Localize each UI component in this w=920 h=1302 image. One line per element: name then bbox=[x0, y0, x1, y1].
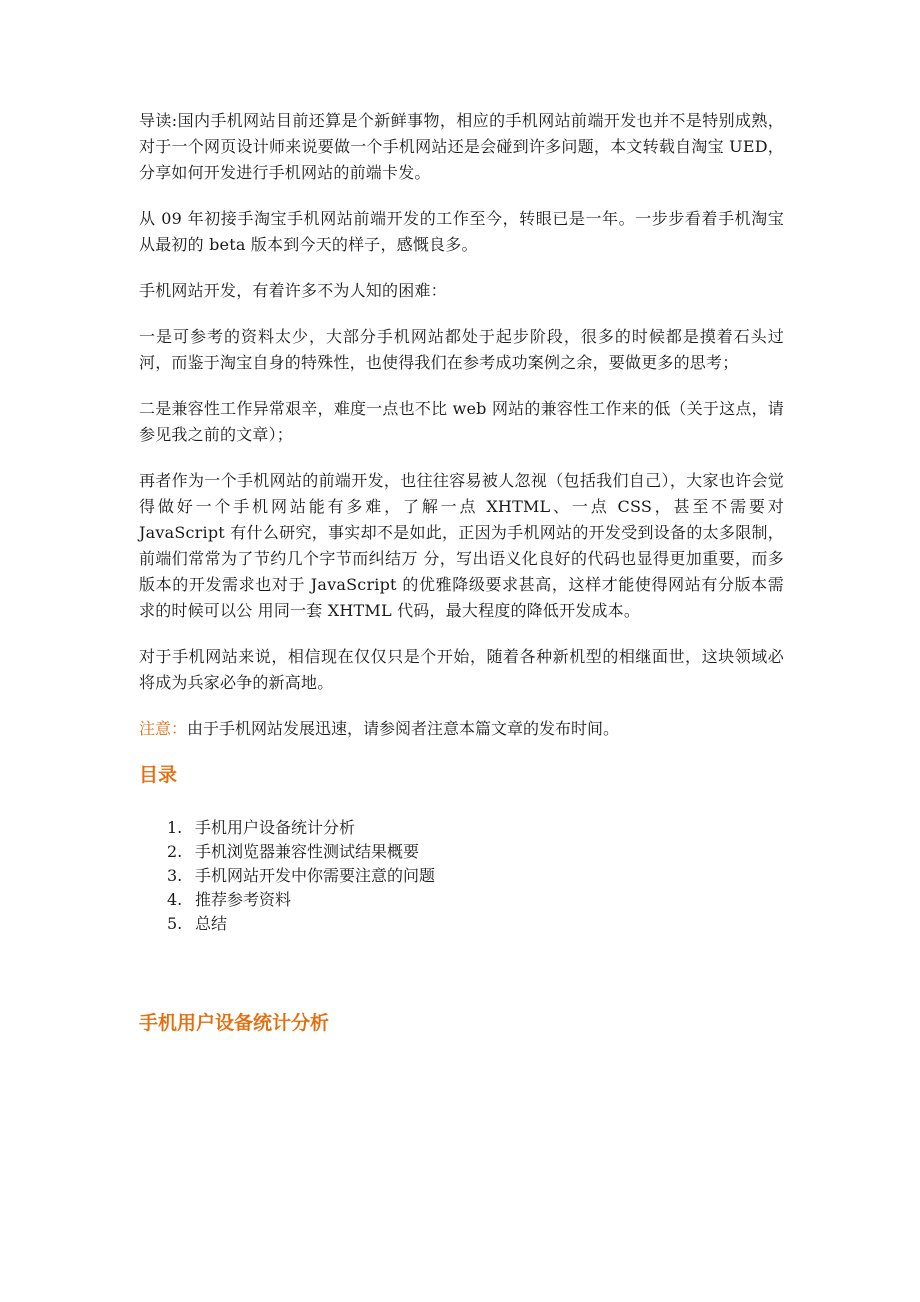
paragraph-point-three: 再者作为一个手机网站的前端开发，也往往容易被人忽视（包括我们自己），大家也许会觉得做好一个手机网站能有多难，了解一点 XHTML、一点 CSS，甚至不需要对 JavaScript 有什么研究，事实却不是如此，正因为手机网站的开发受到设备的太多限制，前端们常常为了节约几个字节而纠结万 分，写出语义化良好的代码也显得更加重要，而多版本的开发需求也对于 JavaScript 的优雅降级要求甚高，这样才能使得网站有分版本需求的时候可以公 用同一套 XHTML 代码，最大程度的降低开发成本。 bbox=[139, 471, 784, 620]
toc-item-label: 手机浏览器兼容性测试结果概要 bbox=[195, 842, 420, 861]
toc-item[interactable] bbox=[167, 840, 784, 864]
toc-item-number: 1. bbox=[167, 818, 183, 837]
toc-item-label: 推荐参考资料 bbox=[195, 890, 292, 909]
toc-item-number: 4. bbox=[167, 890, 183, 909]
paragraph-conclusion: 对于手机网站来说，相信现在仅仅只是个开始，随着各种新机型的相继面世，这块领域必将成为兵家必争的新高地。 bbox=[139, 647, 784, 692]
paragraph-history: 从 09 年初接手淘宝手机网站前端开发的工作至今，转眼已是一年。一步步看着手机淘宝从最初的 beta 版本到今天的样子，感慨良多。 bbox=[139, 209, 784, 254]
section-heading: 手机用户设备统计分析 bbox=[139, 1012, 330, 1034]
toc-item-number: 5. bbox=[167, 914, 183, 933]
article-body bbox=[139, 108, 784, 1036]
toc-item-number: 3. bbox=[167, 866, 183, 885]
note-paragraph bbox=[139, 716, 784, 742]
note-label bbox=[139, 719, 187, 738]
note-separator: ： bbox=[171, 719, 188, 738]
intro-paragraph: 导读:国内手机网站目前还算是个新鲜事物，相应的手机网站前端开发也并不是特别成熟，对于一个网页设计师来说要做一个手机网站还是会碰到许多问题，本文转载自淘宝 UED，分享如何开发进行手机网站的前端卡发。 bbox=[139, 111, 784, 182]
note-label-text: 注意 bbox=[139, 719, 172, 738]
toc-item[interactable] bbox=[167, 816, 784, 840]
paragraph-point-two: 二是兼容性工作异常艰辛，难度一点也不比 web 网站的兼容性工作来的低（关于这点，请参见我之前的文章）； bbox=[139, 399, 784, 444]
paragraph-point-one: 一是可参考的资料太少，大部分手机网站都处于起步阶段，很多的时候都是摸着石头过河，而鉴于淘宝自身的特殊性，也使得我们在参考成功案例之余，要做更多的思考； bbox=[139, 327, 784, 372]
toc-item[interactable] bbox=[167, 912, 784, 936]
toc-item-label: 手机网站开发中你需要注意的问题 bbox=[195, 866, 436, 885]
toc-item[interactable] bbox=[167, 864, 784, 888]
toc-item[interactable] bbox=[167, 888, 784, 912]
toc-item-number: 2. bbox=[167, 842, 183, 861]
toc-item-label: 总结 bbox=[195, 914, 228, 933]
toc-item-label: 手机用户设备统计分析 bbox=[195, 818, 356, 837]
toc-heading: 目录 bbox=[139, 764, 178, 786]
paragraph-difficulties: 手机网站开发，有着许多不为人知的困难： bbox=[139, 281, 447, 300]
toc-list bbox=[139, 816, 784, 936]
note-text: 由于手机网站发展迅速，请参阅者注意本篇文章的发布时间。 bbox=[187, 719, 620, 738]
